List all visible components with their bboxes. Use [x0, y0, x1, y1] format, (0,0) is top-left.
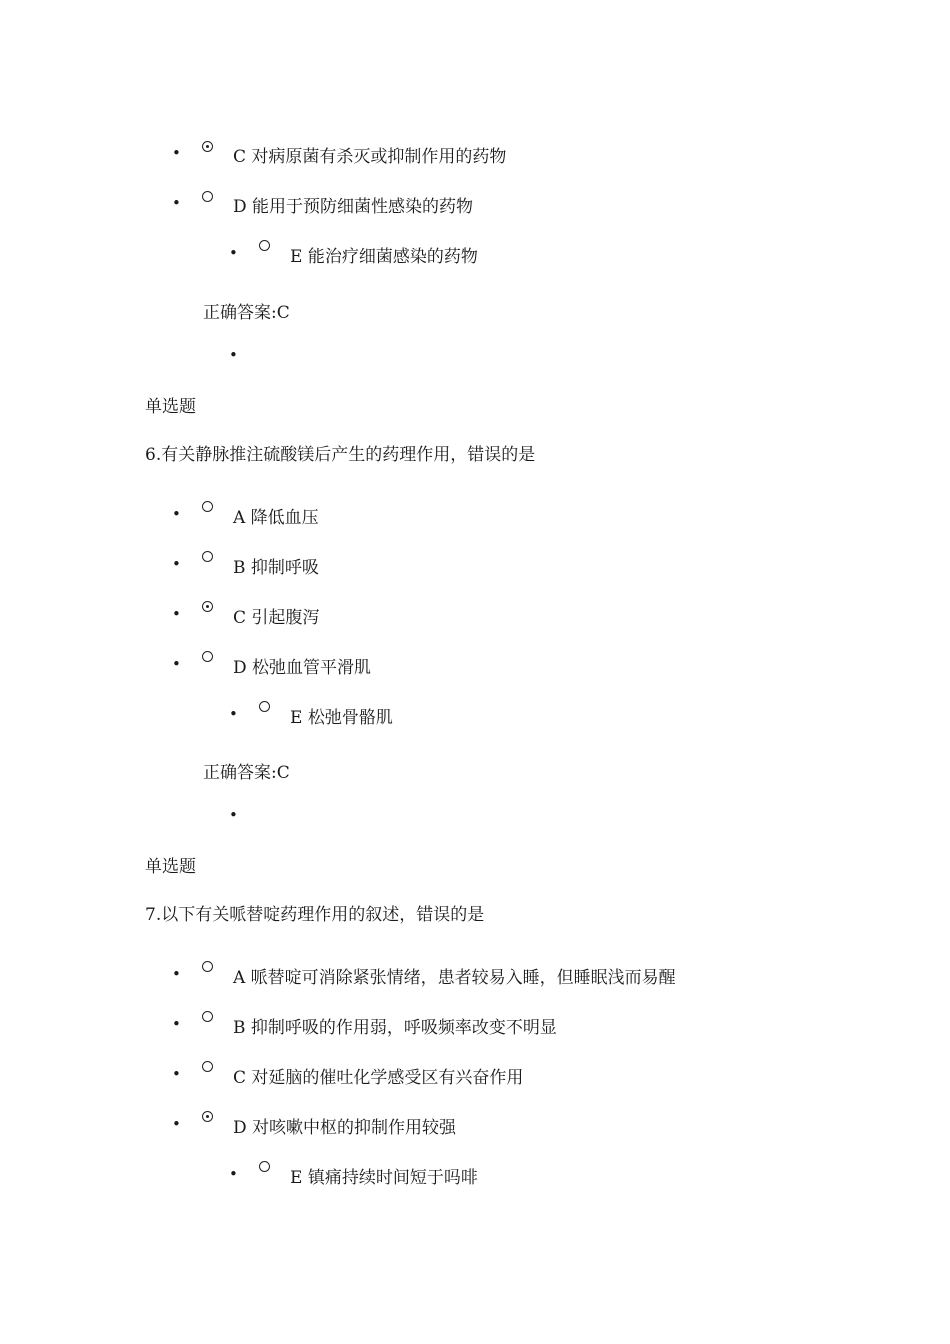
radio-option-a[interactable]: [202, 961, 213, 972]
correct-answer: 正确答案:C: [203, 763, 290, 783]
option-label: E 能治疗细菌感染的药物: [290, 247, 478, 267]
option-label: C 对延脑的催吐化学感受区有兴奋作用: [233, 1068, 524, 1088]
option-label: B 抑制呼吸: [233, 558, 319, 578]
radio-option-d[interactable]: [202, 1111, 213, 1122]
list-bullet: •: [229, 244, 238, 262]
question-type: 单选题: [145, 857, 196, 877]
question-text: 6.有关静脉推注硫酸镁后产生的药理作用，错误的是: [145, 445, 536, 465]
list-bullet: •: [172, 655, 181, 673]
correct-answer: 正确答案:C: [203, 303, 290, 323]
list-bullet: •: [172, 505, 181, 523]
radio-option-a[interactable]: [202, 501, 213, 512]
question-type: 单选题: [145, 397, 196, 417]
radio-option-d[interactable]: [202, 191, 213, 202]
list-bullet: •: [172, 194, 181, 212]
radio-option-e[interactable]: [259, 701, 270, 712]
list-bullet: •: [229, 806, 238, 824]
question-text: 7.以下有关哌替啶药理作用的叙述，错误的是: [145, 905, 485, 925]
radio-option-b[interactable]: [202, 551, 213, 562]
radio-option-e[interactable]: [259, 1161, 270, 1172]
option-label: D 能用于预防细菌性感染的药物: [233, 197, 474, 217]
option-label: E 镇痛持续时间短于吗啡: [290, 1168, 478, 1188]
option-label: B 抑制呼吸的作用弱，呼吸频率改变不明显: [233, 1018, 557, 1038]
list-bullet: •: [172, 144, 181, 162]
radio-option-d[interactable]: [202, 651, 213, 662]
option-label: C 引起腹泻: [233, 608, 320, 628]
list-bullet: •: [172, 555, 181, 573]
option-label: D 对咳嗽中枢的抑制作用较强: [233, 1118, 457, 1138]
radio-option-c[interactable]: [202, 1061, 213, 1072]
list-bullet: •: [229, 346, 238, 364]
radio-option-b[interactable]: [202, 1011, 213, 1022]
option-label: A 哌替啶可消除紧张情绪，患者较易入睡，但睡眠浅而易醒: [233, 968, 676, 988]
option-label: D 松弛血管平滑肌: [233, 658, 372, 678]
list-bullet: •: [172, 1015, 181, 1033]
list-bullet: •: [172, 965, 181, 983]
radio-option-e[interactable]: [259, 240, 270, 251]
radio-option-c[interactable]: [202, 601, 213, 612]
list-bullet: •: [229, 705, 238, 723]
list-bullet: •: [172, 605, 181, 623]
list-bullet: •: [172, 1115, 181, 1133]
radio-option-c[interactable]: [202, 141, 213, 152]
list-bullet: •: [229, 1165, 238, 1183]
option-label: C 对病原菌有杀灭或抑制作用的药物: [233, 147, 507, 167]
option-label: E 松弛骨骼肌: [290, 708, 393, 728]
list-bullet: •: [172, 1065, 181, 1083]
option-label: A 降低血压: [233, 508, 319, 528]
